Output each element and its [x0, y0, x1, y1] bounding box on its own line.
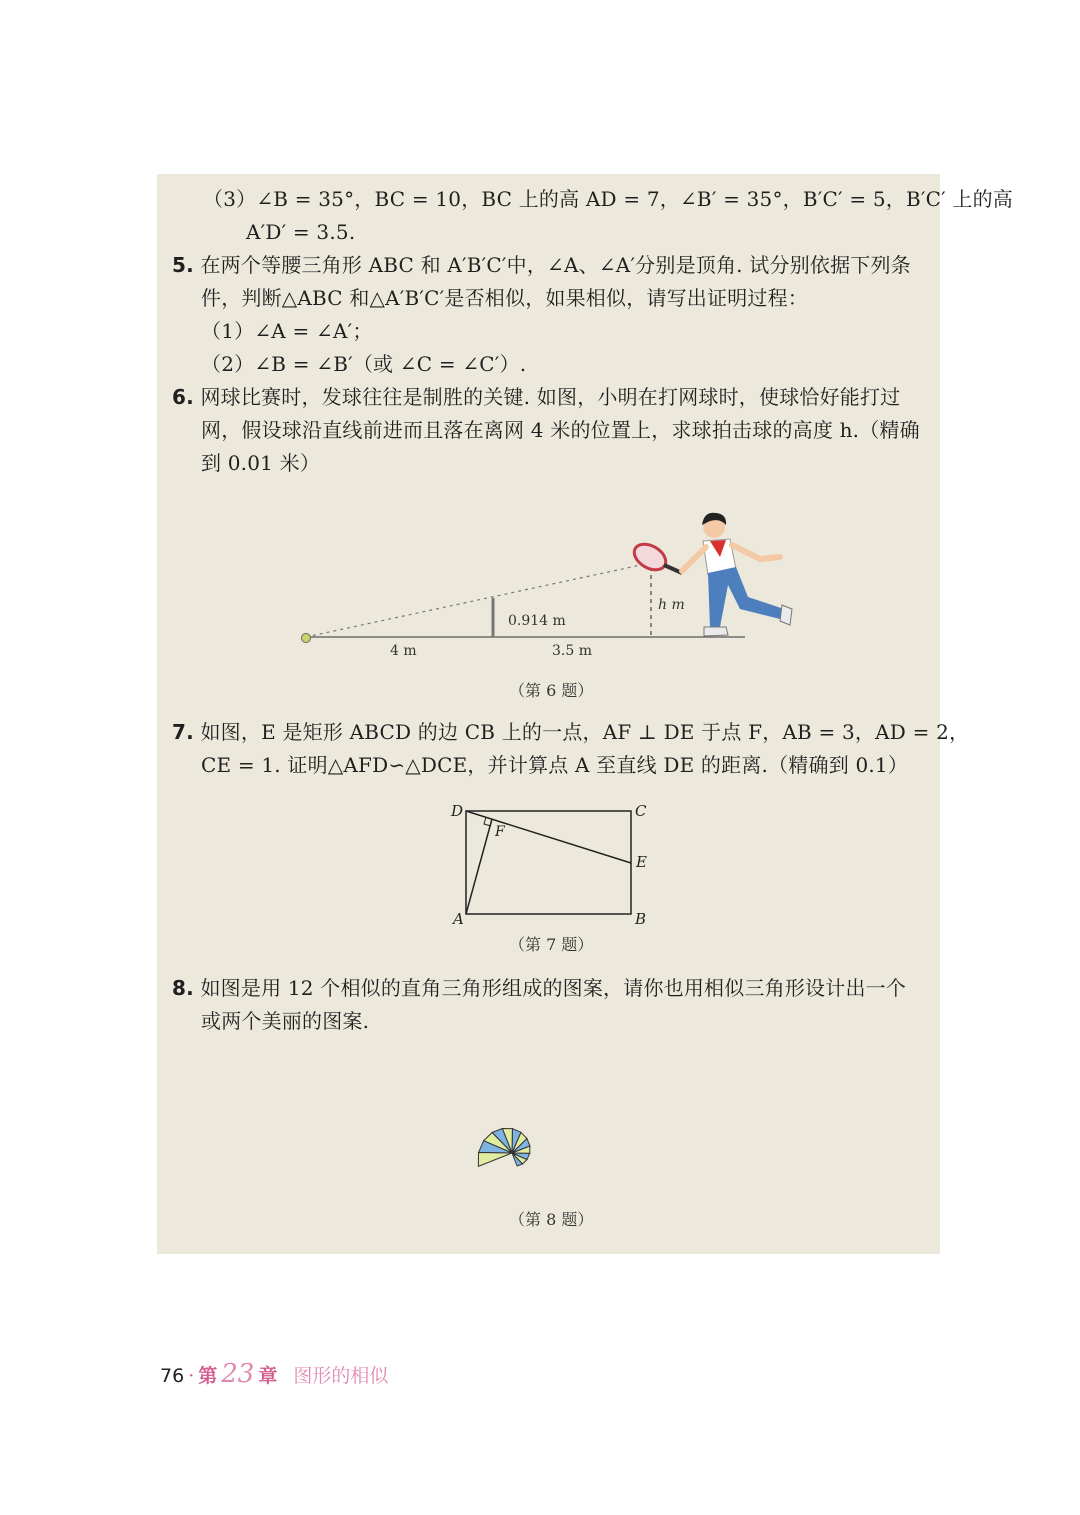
label-d: D: [451, 802, 464, 820]
problem-number: 6.: [172, 385, 194, 409]
label-e: E: [636, 853, 647, 871]
h-label: h m: [658, 597, 685, 613]
problem-8-line2: 或两个美丽的图案.: [201, 1009, 370, 1033]
chapter-suffix: 章: [258, 1365, 278, 1387]
problem-number: 7.: [172, 720, 194, 744]
problem-5-sub1: （1）∠A = ∠A′；: [201, 319, 373, 343]
problem-7-line1: [172, 719, 969, 745]
problem-4-3-line2: A′D′ = 3.5.: [246, 220, 356, 244]
problem-6-line3: 到 0.01 米）: [201, 451, 321, 475]
problem-text: 如图，E 是矩形 ABCD 的边 CB 上的一点，AF ⊥ DE 于点 F，AB = 3，AD = 2，: [200, 720, 970, 744]
figure-6-caption: （第 6 题）: [509, 681, 594, 700]
page-number: 76: [160, 1365, 185, 1387]
sub-label: （3）: [203, 187, 257, 211]
label-c: C: [635, 802, 647, 820]
problem-6-line2: 网，假设球沿直线前进而且落在离网 4 米的位置上，求球拍击球的高度 h.（精确: [201, 418, 920, 442]
chapter-number: 23: [221, 1359, 255, 1389]
ball-trajectory: [306, 563, 650, 637]
problem-5-sub2: （2）∠B = ∠B′（或 ∠C = ∠C′）.: [201, 352, 527, 376]
tennis-figure: [290, 505, 810, 665]
tennis-racket-icon: [630, 539, 682, 575]
chapter-prefix: 第: [198, 1365, 218, 1387]
problem-4-3-line1: [203, 186, 1013, 212]
spiral-triangles-figure: [440, 1050, 660, 1200]
net-height-label: 0.914 m: [508, 613, 566, 629]
figure-8-caption: （第 8 题）: [509, 1210, 594, 1229]
problem-text: 如图是用 12 个相似的直角三角形组成的图案，请你也用相似三角形设计出一个: [200, 976, 907, 1000]
spiral-triangles: [478, 1128, 530, 1166]
boy-player-icon: [682, 513, 792, 636]
sub-text: ∠B = 35°，BC = 10，BC 上的高 AD = 7，∠B′ = 35°，B′C′ = 5，B′C′ 上的高: [256, 187, 1013, 211]
problem-number: 5.: [172, 253, 194, 277]
label-a: A: [453, 910, 464, 928]
figure-7-caption: （第 7 题）: [509, 935, 594, 954]
segment-de: [466, 811, 631, 863]
problem-5-line1: [172, 252, 911, 278]
problem-text: 在两个等腰三角形 ABC 和 A′B′C′中，∠A、∠A′分别是顶角. 试分别依据下列条: [200, 253, 911, 277]
tennis-ball-icon: [302, 634, 311, 643]
label-f: F: [495, 824, 505, 840]
rectangle-figure: [445, 796, 665, 931]
spiral-triangle: [478, 1152, 512, 1166]
problem-7-line2: CE = 1. 证明△AFD∽△DCE，并计算点 A 至直线 DE 的距离.（精确到 0.1）: [201, 753, 909, 777]
rectangle-abcd: [466, 811, 631, 914]
chapter-title: 图形的相似: [293, 1365, 389, 1387]
problem-number: 8.: [172, 976, 194, 1000]
segment-af: [466, 819, 492, 914]
dist-3-5m-label: 3.5 m: [552, 643, 592, 659]
page-footer: [160, 1360, 388, 1388]
problem-text: 网球比赛时，发球往往是制胜的关键. 如图，小明在打网球时，使球恰好能打过: [200, 385, 901, 409]
problem-6-line1: [172, 384, 900, 410]
problem-5-line2: 件，判断△ABC 和△A′B′C′是否相似，如果相似，请写出证明过程：: [201, 286, 808, 310]
problem-8-line1: [172, 975, 906, 1001]
dist-4m-label: 4 m: [390, 643, 417, 659]
label-b: B: [635, 910, 647, 928]
footer-separator: ·: [188, 1365, 195, 1387]
